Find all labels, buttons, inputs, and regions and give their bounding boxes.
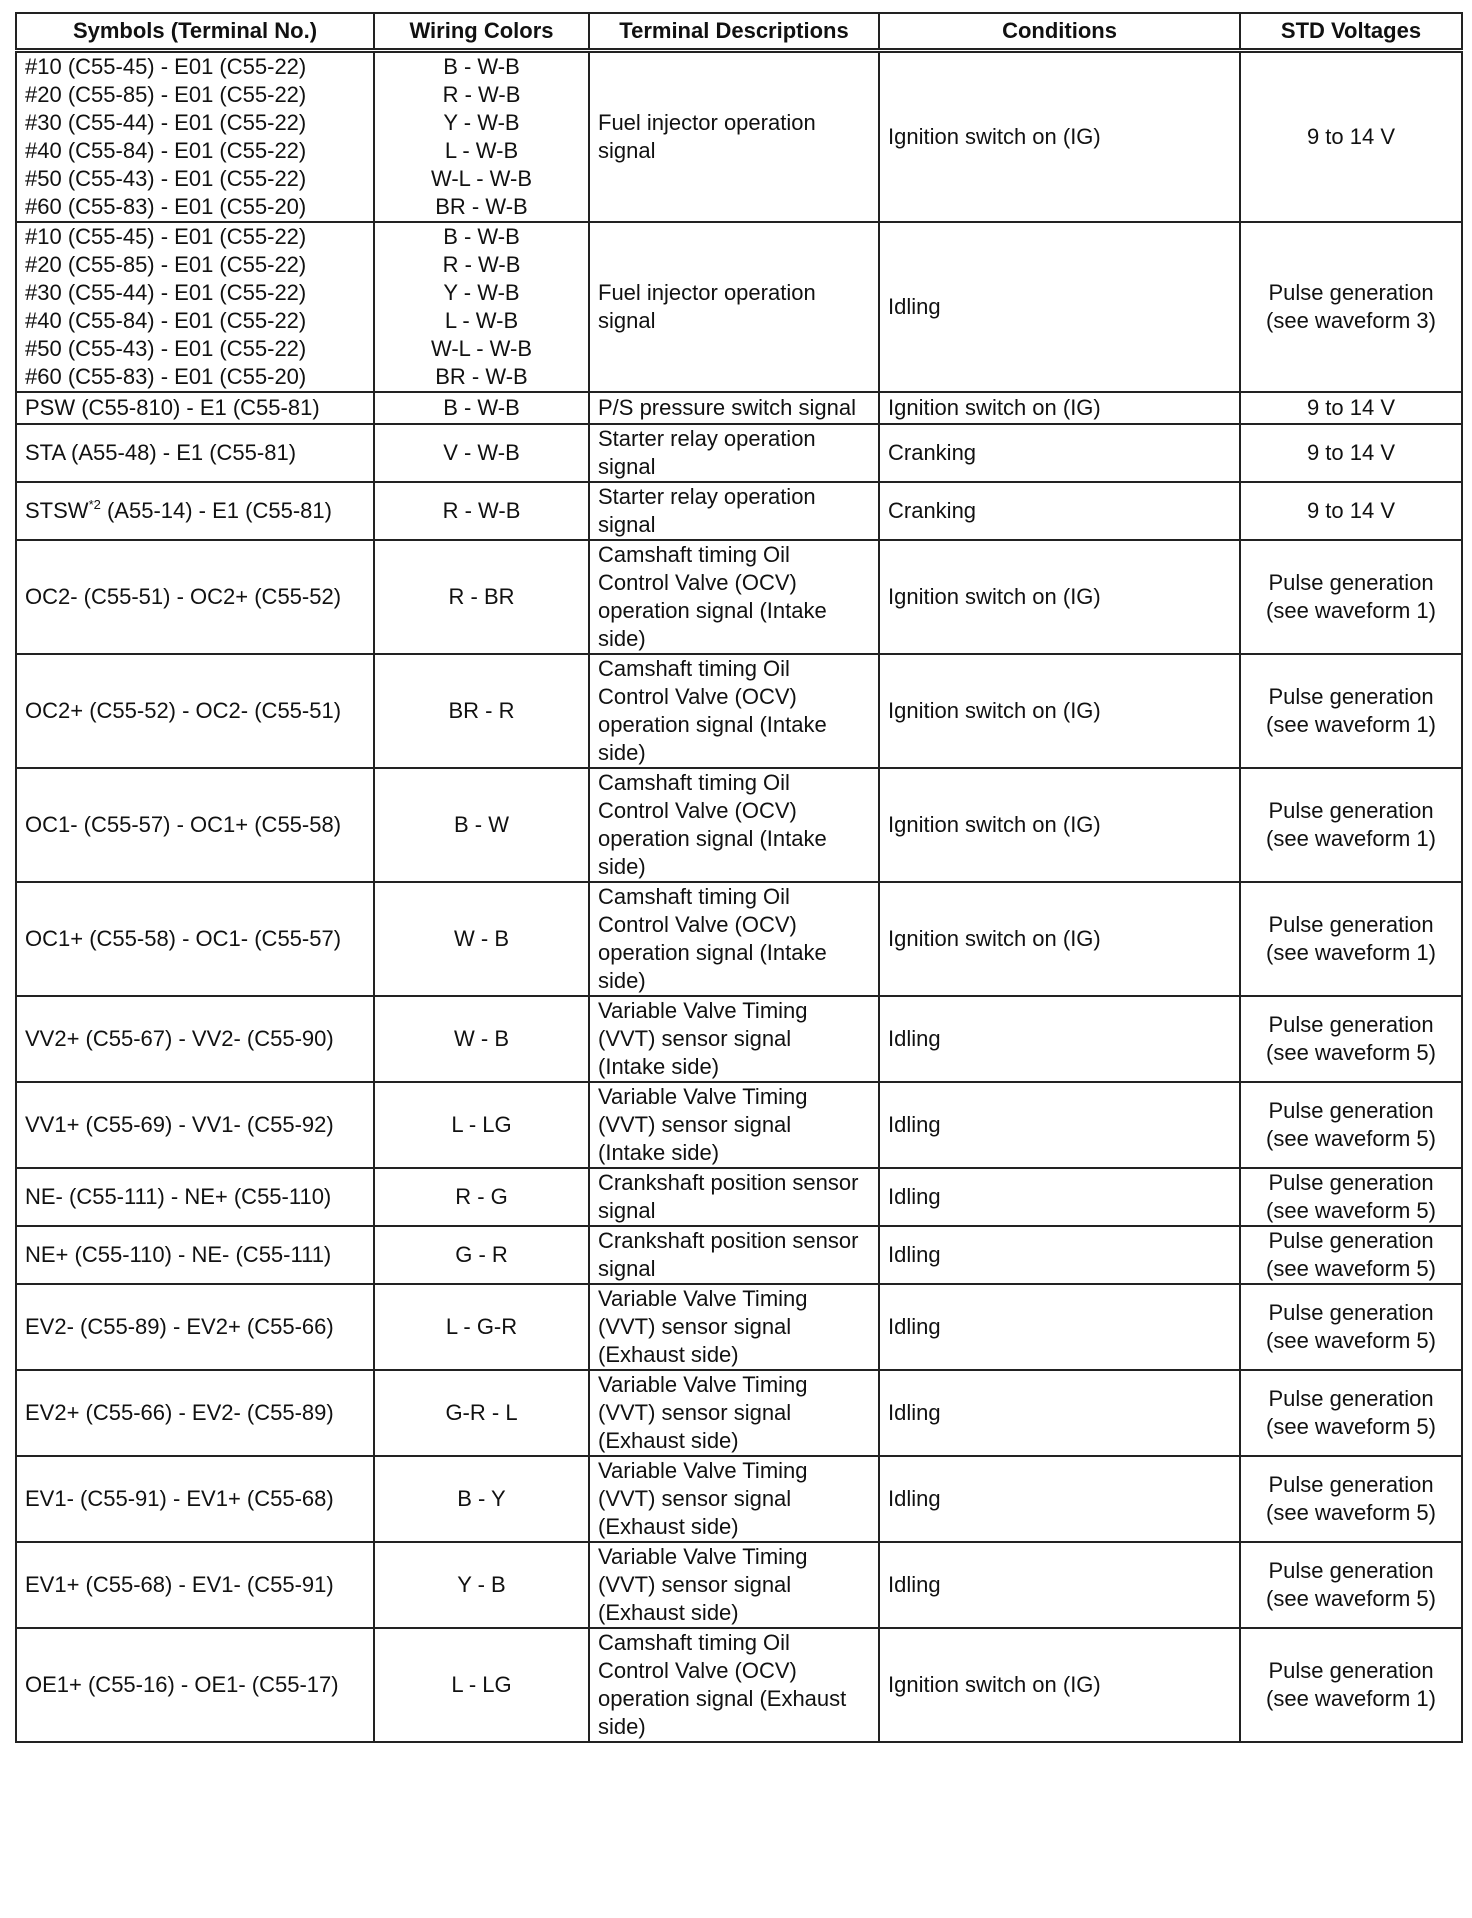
wiring-color-cell-line: L - LG xyxy=(451,1112,512,1137)
std-voltage-cell-line: (see waveform 5) xyxy=(1266,1256,1436,1281)
table-row xyxy=(16,1628,1462,1742)
condition-cell xyxy=(879,1226,1240,1284)
terminal-description-cell-line: Control Valve (OCV) xyxy=(598,1658,797,1683)
condition-cell-line: Ignition switch on (IG) xyxy=(888,926,1101,951)
terminal-description-cell xyxy=(589,996,879,1082)
terminal-description-cell-line: Control Valve (OCV) xyxy=(598,798,797,823)
condition-cell xyxy=(879,996,1240,1082)
table-row xyxy=(16,996,1462,1082)
std-voltage-cell-line: (see waveform 3) xyxy=(1266,308,1436,333)
table-row xyxy=(16,222,1462,392)
table-row xyxy=(16,654,1462,768)
symbol-cell-line: NE- (C55-111) - NE+ (C55-110) xyxy=(25,1184,332,1209)
terminal-description-cell-line: signal xyxy=(598,308,656,333)
footnote-marker: *2 xyxy=(88,497,101,512)
symbol-cell xyxy=(16,1168,374,1226)
condition-cell-line: Idling xyxy=(888,1026,941,1051)
condition-cell-line: Idling xyxy=(888,1112,941,1137)
symbol-cell-line: #10 (C55-45) - E01 (C55-22) xyxy=(25,54,307,79)
wiring-color-cell xyxy=(374,1168,589,1226)
terminal-description-cell-line: signal xyxy=(598,1198,656,1223)
condition-cell-line: Cranking xyxy=(888,440,977,465)
symbol-cell-line: OE1+ (C55-16) - OE1- (C55-17) xyxy=(25,1672,339,1697)
symbol-cell-line: VV1+ (C55-69) - VV1- (C55-92) xyxy=(25,1112,334,1137)
symbol-cell-line: EV2- (C55-89) - EV2+ (C55-66) xyxy=(25,1314,334,1339)
wiring-color-cell-line: B - W-B xyxy=(443,395,520,420)
wiring-color-cell-line: BR - W-B xyxy=(435,364,528,389)
terminal-description-cell-line: (Intake side) xyxy=(598,1140,720,1165)
std-voltage-cell-line: Pulse generation xyxy=(1268,1472,1434,1497)
wiring-color-cell xyxy=(374,392,589,424)
terminal-description-cell-line: signal xyxy=(598,512,656,537)
terminal-description-cell xyxy=(589,1456,879,1542)
symbol-cell-line: NE+ (C55-110) - NE- (C55-111) xyxy=(25,1242,332,1267)
condition-cell xyxy=(879,1168,1240,1226)
std-voltage-cell xyxy=(1240,1082,1462,1168)
wiring-color-cell-line: W - B xyxy=(454,1026,509,1051)
symbol-cell-line: #20 (C55-85) - E01 (C55-22) xyxy=(25,252,307,277)
wiring-color-cell xyxy=(374,424,589,482)
symbol-cell-line: #50 (C55-43) - E01 (C55-22) xyxy=(25,336,307,361)
condition-cell-line: Ignition switch on (IG) xyxy=(888,812,1101,837)
symbol-cell-line: #10 (C55-45) - E01 (C55-22) xyxy=(25,224,307,249)
symbol-name: STSW xyxy=(25,498,89,523)
terminal-description-cell xyxy=(589,654,879,768)
symbol-cell xyxy=(16,882,374,996)
wiring-color-cell-line: W - B xyxy=(454,926,509,951)
condition-cell-line: Idling xyxy=(888,1486,941,1511)
symbol-cell-line xyxy=(25,497,365,525)
std-voltage-cell-line: Pulse generation xyxy=(1268,1658,1434,1683)
condition-cell xyxy=(879,392,1240,424)
symbol-cell-line: OC2- (C55-51) - OC2+ (C55-52) xyxy=(25,584,342,609)
condition-cell xyxy=(879,654,1240,768)
condition-cell xyxy=(879,1542,1240,1628)
condition-cell xyxy=(879,482,1240,540)
terminal-description-cell xyxy=(589,222,879,392)
terminal-description-cell-line: Variable Valve Timing xyxy=(598,1286,808,1311)
std-voltage-cell-line: (see waveform 5) xyxy=(1266,1586,1436,1611)
symbol-cell xyxy=(16,540,374,654)
wiring-color-cell xyxy=(374,1628,589,1742)
condition-cell-line: Idling xyxy=(888,1242,941,1267)
symbol-cell-line: EV2+ (C55-66) - EV2- (C55-89) xyxy=(25,1400,334,1425)
header-wiring-colors: Wiring Colors xyxy=(374,13,589,51)
condition-cell-line: Idling xyxy=(888,1184,941,1209)
terminal-description-cell-line: side) xyxy=(598,968,646,993)
symbol-cell xyxy=(16,768,374,882)
std-voltage-cell xyxy=(1240,882,1462,996)
symbol-cell-line: #60 (C55-83) - E01 (C55-20) xyxy=(25,364,307,389)
terminal-description-cell-line: signal xyxy=(598,454,656,479)
std-voltage-cell-line: (see waveform 1) xyxy=(1266,826,1436,851)
wiring-color-cell xyxy=(374,996,589,1082)
wiring-color-cell-line: B - W-B xyxy=(443,224,520,249)
std-voltage-cell-line: (see waveform 5) xyxy=(1266,1328,1436,1353)
table-row xyxy=(16,424,1462,482)
terminal-description-cell xyxy=(589,1226,879,1284)
table-row xyxy=(16,1226,1462,1284)
condition-cell-line: Idling xyxy=(888,1400,941,1425)
terminal-description-cell xyxy=(589,882,879,996)
terminal-description-cell-line: Camshaft timing Oil xyxy=(598,1630,790,1655)
condition-cell xyxy=(879,1628,1240,1742)
std-voltage-cell xyxy=(1240,392,1462,424)
wiring-color-cell-line: B - W xyxy=(454,812,509,837)
wiring-color-cell-line: Y - W-B xyxy=(443,110,520,135)
condition-cell-line: Idling xyxy=(888,1314,941,1339)
wiring-color-cell-line: L - LG xyxy=(451,1672,512,1697)
terminal-description-cell xyxy=(589,1628,879,1742)
terminal-description-cell-line: Fuel injector operation xyxy=(598,110,816,135)
std-voltage-cell-line: (see waveform 1) xyxy=(1266,712,1436,737)
std-voltage-cell xyxy=(1240,51,1462,223)
condition-cell-line: Ignition switch on (IG) xyxy=(888,395,1101,420)
std-voltage-cell-line: Pulse generation xyxy=(1268,1170,1434,1195)
terminal-description-cell xyxy=(589,482,879,540)
symbol-cell xyxy=(16,424,374,482)
symbol-cell-line: #50 (C55-43) - E01 (C55-22) xyxy=(25,166,307,191)
std-voltage-cell-line: Pulse generation xyxy=(1268,1300,1434,1325)
std-voltage-cell xyxy=(1240,1284,1462,1370)
symbol-cell xyxy=(16,1628,374,1742)
wiring-color-cell-line: W-L - W-B xyxy=(430,336,533,361)
std-voltage-cell-line: Pulse generation xyxy=(1268,1012,1434,1037)
table-row xyxy=(16,1542,1462,1628)
std-voltage-cell-line: (see waveform 5) xyxy=(1266,1500,1436,1525)
symbol-cell xyxy=(16,392,374,424)
wiring-color-cell-line: BR - W-B xyxy=(435,194,528,219)
header-symbols: Symbols (Terminal No.) xyxy=(16,13,374,51)
table-body xyxy=(16,51,1462,1743)
wiring-color-cell-line: G - R xyxy=(455,1242,508,1267)
symbol-cell-line: #20 (C55-85) - E01 (C55-22) xyxy=(25,82,307,107)
symbol-cell xyxy=(16,1542,374,1628)
symbol-cell-line: #40 (C55-84) - E01 (C55-22) xyxy=(25,138,307,163)
header-std-voltages: STD Voltages xyxy=(1240,13,1462,51)
terminal-description-cell-line: side) xyxy=(598,740,646,765)
std-voltage-cell xyxy=(1240,1456,1462,1542)
std-voltage-cell xyxy=(1240,1226,1462,1284)
symbol-cell-line: PSW (C55-810) - E1 (C55-81) xyxy=(25,395,320,420)
terminal-voltage-table xyxy=(15,12,1463,1743)
symbol-cell-line: #30 (C55-44) - E01 (C55-22) xyxy=(25,110,307,135)
terminal-description-cell-line: Variable Valve Timing xyxy=(598,1544,808,1569)
terminal-description-cell-line: operation signal (Intake xyxy=(598,826,827,851)
condition-cell xyxy=(879,1284,1240,1370)
wiring-color-cell-line: R - W-B xyxy=(442,82,521,107)
std-voltage-cell xyxy=(1240,1542,1462,1628)
symbol-terminals: (A55-14) - E1 (C55-81) xyxy=(100,498,332,523)
wiring-color-cell xyxy=(374,540,589,654)
wiring-color-cell-line: BR - R xyxy=(448,698,515,723)
std-voltage-cell xyxy=(1240,654,1462,768)
terminal-description-cell-line: operation signal (Intake xyxy=(598,598,827,623)
terminal-description-cell xyxy=(589,1284,879,1370)
terminal-description-cell-line: (Exhaust side) xyxy=(598,1428,739,1453)
table-row xyxy=(16,1168,1462,1226)
std-voltage-cell-line: 9 to 14 V xyxy=(1306,124,1396,149)
wiring-color-cell-line: W-L - W-B xyxy=(430,166,533,191)
std-voltage-cell xyxy=(1240,996,1462,1082)
symbol-cell-line: VV2+ (C55-67) - VV2- (C55-90) xyxy=(25,1026,334,1051)
terminal-description-cell-line: Variable Valve Timing xyxy=(598,1372,808,1397)
terminal-description-cell-line: Starter relay operation xyxy=(598,426,816,451)
std-voltage-cell xyxy=(1240,482,1462,540)
symbol-cell xyxy=(16,1082,374,1168)
std-voltage-cell-line: (see waveform 5) xyxy=(1266,1198,1436,1223)
std-voltage-cell-line: (see waveform 1) xyxy=(1266,940,1436,965)
terminal-description-cell xyxy=(589,392,879,424)
terminal-description-cell xyxy=(589,540,879,654)
table-header-row xyxy=(16,13,1462,51)
wiring-color-cell-line: L - W-B xyxy=(444,138,519,163)
symbol-cell xyxy=(16,996,374,1082)
terminal-description-cell-line: Variable Valve Timing xyxy=(598,1458,808,1483)
std-voltage-cell-line: Pulse generation xyxy=(1268,912,1434,937)
std-voltage-cell-line: Pulse generation xyxy=(1268,1228,1434,1253)
std-voltage-cell-line: 9 to 14 V xyxy=(1306,498,1396,523)
std-voltage-cell-line: (see waveform 1) xyxy=(1266,1686,1436,1711)
std-voltage-cell xyxy=(1240,424,1462,482)
wiring-color-cell xyxy=(374,1082,589,1168)
std-voltage-cell xyxy=(1240,540,1462,654)
terminal-description-cell-line: (VVT) sensor signal xyxy=(598,1572,792,1597)
wiring-color-cell-line: L - G-R xyxy=(445,1314,518,1339)
condition-cell-line: Cranking xyxy=(888,498,977,523)
terminal-description-cell-line: Crankshaft position sensor xyxy=(598,1228,859,1253)
condition-cell-line: Ignition switch on (IG) xyxy=(888,124,1101,149)
terminal-description-cell-line: (Exhaust side) xyxy=(598,1600,739,1625)
symbol-cell xyxy=(16,1370,374,1456)
terminal-description-cell-line: (VVT) sensor signal xyxy=(598,1026,792,1051)
terminal-description-cell-line: (VVT) sensor signal xyxy=(598,1112,792,1137)
std-voltage-cell-line: 9 to 14 V xyxy=(1306,440,1396,465)
wiring-color-cell-line: R - BR xyxy=(448,584,515,609)
symbol-cell xyxy=(16,1284,374,1370)
header-terminal-descriptions: Terminal Descriptions xyxy=(589,13,879,51)
table-row xyxy=(16,392,1462,424)
std-voltage-cell-line: Pulse generation xyxy=(1268,280,1434,305)
wiring-color-cell-line: V - W-B xyxy=(443,440,520,465)
wiring-color-cell xyxy=(374,482,589,540)
symbol-cell xyxy=(16,222,374,392)
symbol-cell xyxy=(16,1456,374,1542)
std-voltage-cell-line: Pulse generation xyxy=(1268,570,1434,595)
symbol-cell xyxy=(16,654,374,768)
wiring-color-cell xyxy=(374,222,589,392)
terminal-description-cell-line: Control Valve (OCV) xyxy=(598,570,797,595)
wiring-color-cell xyxy=(374,51,589,223)
terminal-description-cell-line: Control Valve (OCV) xyxy=(598,684,797,709)
terminal-description-cell-line: operation signal (Intake xyxy=(598,712,827,737)
condition-cell xyxy=(879,51,1240,223)
std-voltage-cell-line: (see waveform 1) xyxy=(1266,598,1436,623)
terminal-description-cell-line: (Exhaust side) xyxy=(598,1514,739,1539)
terminal-description-cell xyxy=(589,424,879,482)
condition-cell xyxy=(879,1456,1240,1542)
condition-cell xyxy=(879,768,1240,882)
terminal-description-cell-line: P/S pressure switch signal xyxy=(598,395,856,420)
wiring-color-cell-line: G-R - L xyxy=(445,1400,518,1425)
table-row xyxy=(16,540,1462,654)
terminal-description-cell-line: Camshaft timing Oil xyxy=(598,770,790,795)
wiring-color-cell xyxy=(374,1370,589,1456)
condition-cell xyxy=(879,1082,1240,1168)
std-voltage-cell xyxy=(1240,1168,1462,1226)
terminal-description-cell-line: (VVT) sensor signal xyxy=(598,1400,792,1425)
terminal-spec-page xyxy=(15,12,1461,1743)
symbol-cell xyxy=(16,51,374,223)
std-voltage-cell-line: Pulse generation xyxy=(1268,684,1434,709)
terminal-description-cell-line: Variable Valve Timing xyxy=(598,1084,808,1109)
std-voltage-cell-line: Pulse generation xyxy=(1268,1098,1434,1123)
terminal-description-cell-line: signal xyxy=(598,1256,656,1281)
wiring-color-cell-line: B - W-B xyxy=(443,54,520,79)
terminal-description-cell-line: Starter relay operation xyxy=(598,484,816,509)
terminal-description-cell xyxy=(589,1082,879,1168)
condition-cell-line: Ignition switch on (IG) xyxy=(888,698,1101,723)
symbol-cell-line: #30 (C55-44) - E01 (C55-22) xyxy=(25,280,307,305)
condition-cell xyxy=(879,424,1240,482)
wiring-color-cell xyxy=(374,1542,589,1628)
symbol-cell-line: OC1- (C55-57) - OC1+ (C55-58) xyxy=(25,812,342,837)
wiring-color-cell-line: R - W-B xyxy=(442,252,521,277)
std-voltage-cell-line: (see waveform 5) xyxy=(1266,1040,1436,1065)
symbol-cell-line: #40 (C55-84) - E01 (C55-22) xyxy=(25,308,307,333)
symbol-cell-line: OC2+ (C55-52) - OC2- (C55-51) xyxy=(25,698,342,723)
wiring-color-cell xyxy=(374,768,589,882)
terminal-description-cell-line: Crankshaft position sensor xyxy=(598,1170,859,1195)
terminal-description-cell-line: side) xyxy=(598,1714,646,1739)
terminal-description-cell-line: (VVT) sensor signal xyxy=(598,1486,792,1511)
table-row xyxy=(16,1082,1462,1168)
condition-cell xyxy=(879,222,1240,392)
table-row xyxy=(16,1284,1462,1370)
terminal-description-cell-line: Fuel injector operation xyxy=(598,280,816,305)
condition-cell xyxy=(879,882,1240,996)
condition-cell xyxy=(879,1370,1240,1456)
std-voltage-cell-line: (see waveform 5) xyxy=(1266,1126,1436,1151)
table-row xyxy=(16,1370,1462,1456)
terminal-description-cell-line: side) xyxy=(598,626,646,651)
terminal-description-cell xyxy=(589,1542,879,1628)
wiring-color-cell xyxy=(374,882,589,996)
wiring-color-cell xyxy=(374,1226,589,1284)
terminal-description-cell-line: (Intake side) xyxy=(598,1054,720,1079)
terminal-description-cell-line: Camshaft timing Oil xyxy=(598,884,790,909)
std-voltage-cell xyxy=(1240,222,1462,392)
symbol-cell-line: #60 (C55-83) - E01 (C55-20) xyxy=(25,194,307,219)
wiring-color-cell-line: L - W-B xyxy=(444,308,519,333)
condition-cell xyxy=(879,540,1240,654)
terminal-description-cell-line: Camshaft timing Oil xyxy=(598,542,790,567)
symbol-cell-line: STA (A55-48) - E1 (C55-81) xyxy=(25,440,297,465)
terminal-description-cell-line: Camshaft timing Oil xyxy=(598,656,790,681)
symbol-cell xyxy=(16,482,374,540)
terminal-description-cell-line: Control Valve (OCV) xyxy=(598,912,797,937)
std-voltage-cell xyxy=(1240,768,1462,882)
wiring-color-cell xyxy=(374,1456,589,1542)
terminal-description-cell xyxy=(589,1370,879,1456)
terminal-description-cell-line: Variable Valve Timing xyxy=(598,998,808,1023)
terminal-description-cell-line: (VVT) sensor signal xyxy=(598,1314,792,1339)
terminal-description-cell-line: signal xyxy=(598,138,656,163)
wiring-color-cell xyxy=(374,654,589,768)
std-voltage-cell-line: (see waveform 5) xyxy=(1266,1414,1436,1439)
terminal-description-cell-line: side) xyxy=(598,854,646,879)
symbol-cell-line: OC1+ (C55-58) - OC1- (C55-57) xyxy=(25,926,342,951)
wiring-color-cell-line: Y - W-B xyxy=(443,280,520,305)
std-voltage-cell-line: 9 to 14 V xyxy=(1306,395,1396,420)
std-voltage-cell xyxy=(1240,1628,1462,1742)
table-row xyxy=(16,51,1462,223)
terminal-description-cell-line: operation signal (Exhaust xyxy=(598,1686,847,1711)
condition-cell-line: Ignition switch on (IG) xyxy=(888,584,1101,609)
table-row xyxy=(16,768,1462,882)
table-row xyxy=(16,882,1462,996)
std-voltage-cell-line: Pulse generation xyxy=(1268,798,1434,823)
symbol-cell-line: EV1+ (C55-68) - EV1- (C55-91) xyxy=(25,1572,334,1597)
symbol-cell-line: EV1- (C55-91) - EV1+ (C55-68) xyxy=(25,1486,334,1511)
wiring-color-cell-line: R - W-B xyxy=(442,498,521,523)
terminal-description-cell xyxy=(589,768,879,882)
condition-cell-line: Idling xyxy=(888,294,941,319)
terminal-description-cell-line: (Exhaust side) xyxy=(598,1342,739,1367)
terminal-description-cell-line: operation signal (Intake xyxy=(598,940,827,965)
terminal-description-cell xyxy=(589,1168,879,1226)
condition-cell-line: Idling xyxy=(888,1572,941,1597)
wiring-color-cell xyxy=(374,1284,589,1370)
header-conditions: Conditions xyxy=(879,13,1240,51)
condition-cell-line: Ignition switch on (IG) xyxy=(888,1672,1101,1697)
wiring-color-cell-line: Y - B xyxy=(457,1572,506,1597)
symbol-cell xyxy=(16,1226,374,1284)
std-voltage-cell xyxy=(1240,1370,1462,1456)
std-voltage-cell-line: Pulse generation xyxy=(1268,1558,1434,1583)
table-row xyxy=(16,1456,1462,1542)
terminal-description-cell xyxy=(589,51,879,223)
wiring-color-cell-line: R - G xyxy=(455,1184,508,1209)
table-row xyxy=(16,482,1462,540)
std-voltage-cell-line: Pulse generation xyxy=(1268,1386,1434,1411)
wiring-color-cell-line: B - Y xyxy=(457,1486,506,1511)
